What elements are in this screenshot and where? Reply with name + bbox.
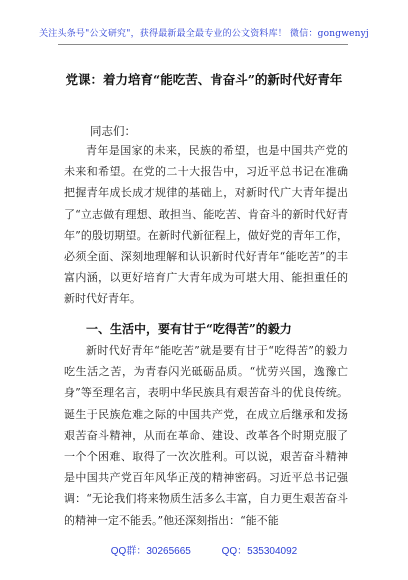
header-notice: 关注头条号"公文研究"，获得最新最全最专业的公文资料库！ 微信：gongwenyj [39, 29, 369, 39]
paragraph-intro: 青年是国家的未来，民族的希望，也是中国共产党的未来和希望。在党的二十大报告中，习近平总书记在准确把握青年成长成才规律的基础上，对新时代广大青年提出了“立志做有理想、敢担当、能吃苦、肯奋斗的新时代好青年”的殷切期望。在新时代新征程上，做好党的青年工作，必须全面、深刻地理解和认识新时代好青年“能吃苦”的丰富内涵，以更好培育广大青年成为可堪大用、能担重任的新时代好青年。 [64, 144, 348, 306]
document-title: 党课：着力培育“能吃苦、肯奋斗”的新时代好青年 [65, 72, 343, 87]
header-divider [58, 44, 348, 45]
section-heading-1: 一、生活中，要有甘于“吃得苦”的毅力 [86, 322, 292, 336]
footer-qq: QQ：535304092 [221, 546, 298, 557]
footer-qq-group: QQ群：30265665 [110, 546, 191, 557]
salutation: 同志们： [90, 124, 136, 138]
paragraph-section-1: 新时代好青年“能吃苦”就是要有甘于“吃得苦”的毅力吃生活之苦，为青春闪光砥砺品质。“忧劳兴国，逸豫亡身”等至理名言，表明中华民族具有艰苦奋斗的优良传统。诞生于民族危难之际的中国共产党，在成立后继承和发扬艰苦奋斗精神，从而在革命、建设、改革各个时期克服了一个个困难、取得了一次次胜利。可以说，艰苦奋斗精神是中国共产党百年风华正茂的精神密码。习近平总书记强调：“无论我们将来物质生活多么丰富，自力更生艰苦奋斗的精神一定不能丢。”他还深刻指出：“能不能 [64, 344, 348, 527]
footer-contact [0, 542, 408, 557]
